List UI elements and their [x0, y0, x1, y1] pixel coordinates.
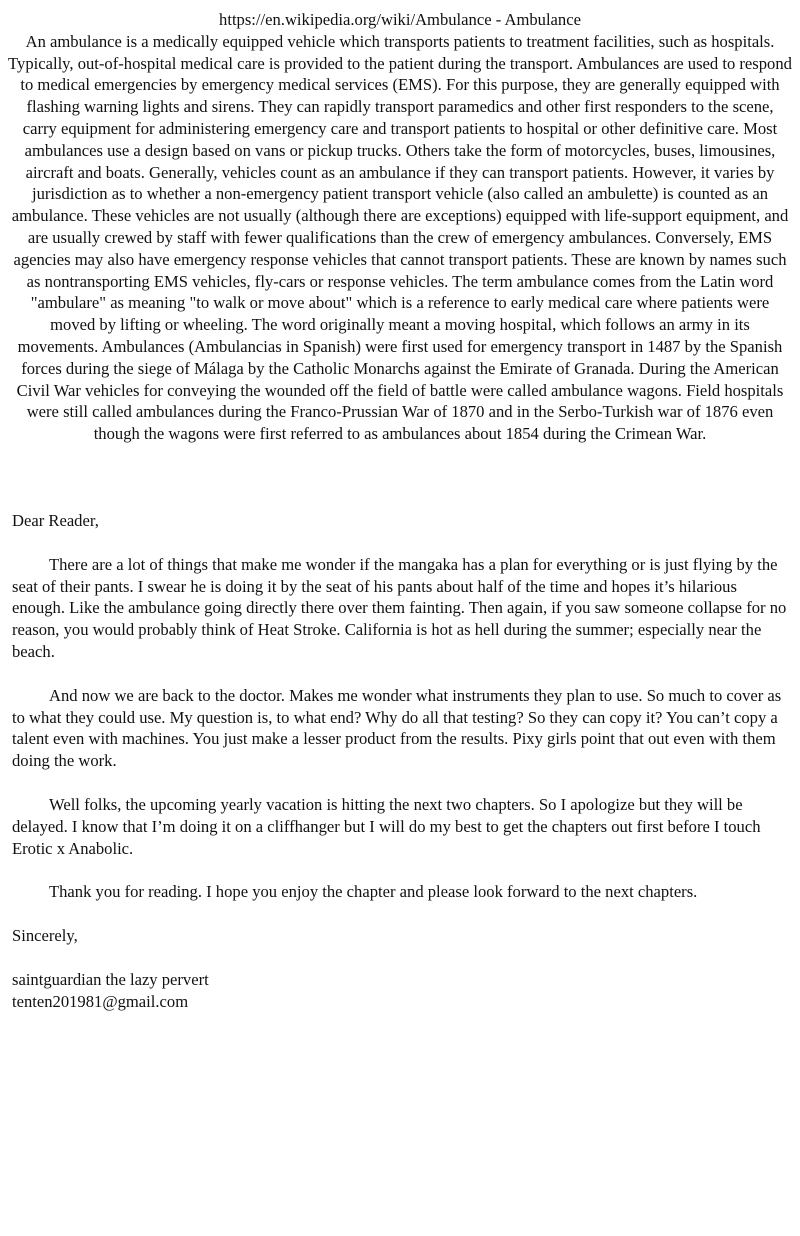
letter-paragraph-4: Thank you for reading. I hope you enjoy the chapter and please look forward to the next chapters. — [49, 882, 698, 902]
article-text: An ambulance is a medically equipped vehicle which transports patients to treatment facilities, such as hospitals. Typically, out-of-hospital medical care is provided to the patient during the transport. Ambulances are used to respond to medical emergencies by emergency medical services (EMS). For this purpose, they are generally equipped with flashing warning lights and sirens. They can rapidly transport paramedics and other first responders to the scene, carry equipment for administering emergency care and transport patients to hospital or other definitive care. Most ambulances use a design based on vans or pickup trucks. Others take the form of motorcycles, buses, limousines, aircraft and boats. Generally, vehicles count as an ambulance if they can transport patients. However, it varies by jurisdiction as to whether a non-emergency patient transport vehicle (also called an ambulette) is counted as an ambulance. These vehicles are not usually (although there are exceptions) equipped with life-support equipment, and are usually crewed by staff with fewer qualifications than the crew of emergency ambulances. Conversely, EMS agencies may also have emergency response vehicles that cannot transport patients. These are known by names such as nontransporting EMS vehicles, fly-cars or response vehicles. The term ambulance comes from the Latin word "ambulare" as meaning "to walk or move about" which is a reference to early medical care where patients were moved by lifting or wheeling. The word originally meant a moving hospital, which follows an army in its movements. Ambulances (Ambulancias in Spanish) were first used for emergency transport in 1487 by the Spanish forces during the siege of Málaga by the Catholic Monarchs against the Emirate of Granada. During the American Civil War vehicles for conveying the wounded off the field of battle were called ambulance wagons. Field hospitals were still called ambulances during the Franco-Prussian War of 1870 and in the Serbo-Turkish war of 1876 even though the wagons were first referred to as ambulances about 1854 during the Crimean War. — [8, 31, 792, 444]
letter-signature — [12, 969, 790, 1013]
wikipedia-excerpt — [8, 9, 792, 445]
signature-email: tenten201981@gmail.com — [12, 991, 189, 1011]
letter — [12, 510, 790, 1035]
letter-greeting: Dear Reader, — [12, 511, 99, 530]
signature-name: saintguardian the lazy pervert — [12, 969, 209, 989]
letter-paragraph-1: There are a lot of things that make me wonder if the mangaka has a plan for everything or is just flying by the seat of their pants. I swear he is doing it by the seat of his pants about half of the time and hopes it’s hilarious enough. Like the ambulance going directly there over them fainting. Then again, if you saw someone collapse for no reason, you would probably think of Heat Stroke. California is hot as hell during the summer; especially near the beach. — [12, 554, 787, 661]
letter-closing: Sincerely, — [12, 926, 78, 946]
letter-paragraph-2: And now we are back to the doctor. Makes me wonder what instruments they plan to use. So much to cover as to what they could use. My question is, to what end? Why do all that testing? So they can copy it? You can’t copy a talent even with machines. You just make a lesser product from the results. Pixy girls point that out even with them doing the work. — [12, 685, 782, 771]
letter-paragraph-3: Well folks, the upcoming yearly vacation is hitting the next two chapters. So I apologize but they will be delayed. I know that I’m doing it on a cliffhanger but I will do my best to get the chapters out first before I touch Erotic x Anabolic. — [12, 794, 761, 858]
source-url-title: https://en.wikipedia.org/wiki/Ambulance - Ambulance — [219, 10, 581, 29]
